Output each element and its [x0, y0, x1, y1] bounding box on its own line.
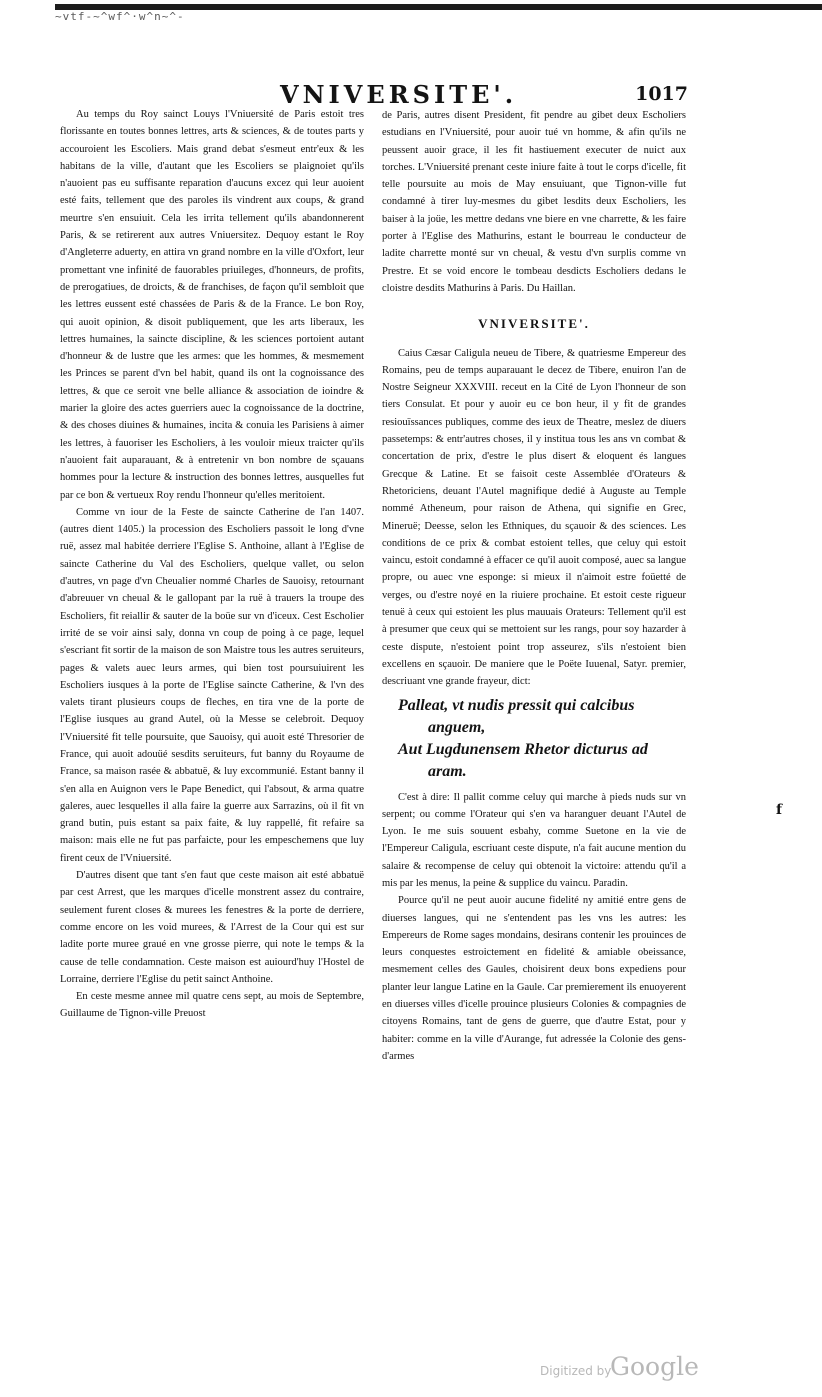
latin-verse [382, 695, 686, 783]
left-paragraph-4: En ceste mesme annee mil quatre cens sept, au mois de Septembre, Guillaume de Tignon-ville Preuost [60, 991, 364, 1020]
running-title: VNIVERSITE'. [280, 80, 518, 109]
section-heading: VNIVERSITE'. [478, 316, 590, 332]
right-paragraph-2: C'est à dire: Il pallit comme celuy qui marche à pieds nuds sur vn serpent; ou comme l'Orateur qui s'en va haranguer deuant l'Autel de Lyon. Ie me suis souuent esbahy, comme Suetone en la vie de l'Empereur Caligula, escriuant ceste dispute, n'a fait aucune mention du salaire & recompense de celuy qui obtenoit la victoire: attendu qu'il a mis par les menus, la peine & supplice du vaincu. Paradin. [382, 791, 686, 889]
left-paragraph-2: Comme vn iour de la Feste de saincte Catherine de l'an 1407. (autres dient 1405.) la procession des Escholiers passoit le long d'vne ruë, assez mal habitée derriere l'Eglise S. Anthoine, allant à l'Eglise de saincte Catherine du Val des Escholiers, quelque vallet, ou selon d'autres, vn page d'vn Cheualier nommé Charles de Sauoisy, retournant d'abreuuer vn cheual & le gallopant par la ruë à trauers la troupe des Escholiers, fit reiallir & sauter de la boüe sur vn d'iceux. Cest Escholier irrité de se voir ainsi saly, donna vn coup de poing à ce page, lequel s'escriant fit sortir de la maison de son Maistre tous les autres seruiteurs, pages & valets auec leurs armes, qui bien tost poursuiuirent les Escholiers iusques à la porte de l'Eglise saincte Catherine, & l'vn des valets tirant plusieurs coups de fleches, en tira vne de la porte de l'Eglise iusques au grand Autel, où la Messe se celebroit. Dequoy l'Vniuersité fit telle poursuite, que Sauoisy, qui auoit esté Thresorier de France, qui auoit adouüé sesdits seruiteurs, fut banny du Royaume de France, sa maison rasée & abbatuë, & luy excommunié. Estant banny il s'en alla en Auignon vers le Pape Benedict, qui l'absout, & arma quatre galeres, auec lesquelles il alla faire la guerre aux Sarrazins, où il fit vn grand butin, puis estant sa paix faite, & luy rappellé, fit refaire sa maison: mais elle ne fut pas parfaicte, pour les empeschemens que luy firent ceux de l'Vniuersité. [60, 506, 364, 864]
digitized-prefix: Digitized by [540, 1364, 612, 1378]
top-rule [55, 0, 822, 26]
left-column [60, 106, 364, 1023]
right-paragraph-3: Pource qu'il ne peut auoir aucune fidelité ny amitié entre gens de diuerses langues, qui ne s'entendent pas les vns les autres: les Empereurs de Rome sages mondains, desirans contenir les prouinces de leurs conquestes estroictement en fidelité & amiable obeissance, mesmement celles des Gaules, choisirent deux bons expediens pour planter leur langue Latine en la Gaule. Car premierement ils enuoyerent en diuerses villes d'icelle prouince plusieurs Colonies & compagnies de citoyens Romains, tant de gens de guerre, que d'autre Estat, pour y habiter: comme en la ville d'Aurange, fut adressée la Colonie des gens-d'armes [382, 895, 686, 1062]
google-logo: Google [610, 1352, 699, 1381]
left-paragraph-1: Au temps du Roy sainct Louys l'Vniuersité de Paris estoit tres florissante en toutes bonnes lettres, arts & sciences, & de toutes parts y accouroient les Escoliers. Mais grand debat s'esmeut entr'eux & les habitans de la ville, d'autant que les Escoliers se plaignoiet qu'ils n'auoient pas eu suffisante reparation d'aucuns excez qui leur auoient esté faits, tellement que des paroles ils vindrent aux coups, & grand meurtre s'en ensuiuit. Cela les irrita tellement qu'ils abandonnerent Paris, & se retirerent aux autres Vniuersitez. Dequoy estant le Roy d'Angleterre aduerty, en attira vn grand nombre en la ville d'Oxfort, leur promettant vne infinité de fauorables priuileges, d'honneurs, de profits, de prerogatiues, de droicts, & de franchises, de façon qu'il sembloit que les lettres eussent esté chassées de Paris & de la France. Le bon Roy, qui auoit opinion, & disoit publiquement, que les arts liberaux, les lettres humaines, la saincte discipline, & les sciences portoient autant d'honneur & de lustre que les armes: que les hommes, & mesmement les Princes se parent d'vn bel habit, quand ils ont la cognoissance des lettres, & que ce seroit vne belle alliance & association de ioindre & marier la gloire des actes guerriers auec la cognoissance de la doctrine, & des choses diuines & humaines, incita & conuia les Parisiens à aimer les lettres, à fauoriser les Escholiers, à les vouloir mieux traicter qu'ils n'auoient fait auparauant, & à entretenir vn bon nombre de sçauans hommes pour la lecture & instruction des bonnes lettres, ausquelles fut par ce bon & vertueux Roy rendu l'honneur qu'elles meritoient. [60, 109, 364, 501]
verse-line-4: aram. [428, 762, 467, 780]
verse-line-2: anguem, [428, 718, 486, 736]
margin-mark: f [776, 802, 783, 818]
verse-line-3: Aut Lugdunensem Rhetor dicturus ad [398, 740, 648, 758]
left-paragraph-3: D'autres disent que tant s'en faut que ceste maison ait esté abbatuë par cest Arrest, que les marques d'icelle monstrent assez du contraire, seulement furent closes & murees les fenestres & la porte de derriere, comme encore on les void murees, & l'Arrest de la Cour qui est sur ladite porte muree graué en vne grosse pierre, qui note le temps & la cause de telle condamnation. Ceste maison est auiourd'huy l'Hostel de Lorraine, derriere l'Eglise du petit sainct Anthoine. [60, 870, 364, 985]
right-paragraph-1: Caius Cæsar Caligula neueu de Tibere, & quatriesme Empereur des Romains, peu de temps auparauant le decez de Tibere, enuiron l'an de Nostre Seigneur XXXVIII. receut en la Cité de Lyon l'honneur de son tiers Consulat. Et pour y auoir eu ce bon heur, il y fit de grandes resiouïssances publiques, comme des ieux de Theatre, meslez de diuers passetemps: & entr'autres choses, il y institua tous les ans vn combat & concertation de prix, d'estre le plus disert & eloquent és langues Grecque & Latine. Et se faisoit ceste Assemblée d'Orateurs & Rhetoriciens, deuant l'Autel magnifique dedié à Auguste au Temple nommé Atheneum, pour raison de Athena, qui signifie en Grec, Mineruë; Deesse, selon les Ethniques, du sçauoir & des sciences. Les conditions de ce prix & combat estoient telles, que celuy qui estoit vaincu, estoit condamné à effacer ce qu'il auoit composé, auec sa langue propre, ou auec vne esponge: si mieux il n'aimoit estre foüetté de verges, ou d'estre noyé en la riuiere prochaine. Et estoit ceste rigueur tenuë à ceux qui estoient les plus mauuais Orateurs: Tellement qu'il est à presumer que ceux qui se mettoient sur les rangs, pour soy hazarder à ceste dispute, n'estoient point trop asseurez, s'ils n'estoient bien excellens en sçauoir. De maniere que le Poëte Iuuenal, Satyr. premier, descriuant vne grande frayeur, dict: [382, 347, 686, 688]
right-continuation: de Paris, autres disent President, fit pendre au gibet deux Escholiers estudians en l'Vniuersité, pour auoir tué vn homme, & afin qu'ils ne peussent auoir grace, il les fit hastiuement executer de nuict aux torches. L'Vniuersité prenant ceste iniure faite à tout le corps d'icelle, fit telle poursuite au mois de May ensuiuant, que Tignon-ville fut condamné à tirer luy-mesmes du gibet lesdits deux Escholiers, les baiser à la joüe, les mettre dedans vne biere en vne charrette, & les faire porter à l'Eglise des Mathurins, estant le bourreau le conducteur de ladite charrette monté sur vn cheual, & vestu d'vn surplis comme vn Prestre. Et se void encore le tombeau desdicts Escholiers dedans le cloistre desdits Mathurins à Paris. Du Haillan. [382, 110, 686, 294]
verse-line-1: Palleat, vt nudis pressit qui calcibus [398, 696, 635, 714]
digitized-watermark [540, 1352, 720, 1386]
page-number: 1017 [635, 83, 688, 105]
right-column [382, 107, 686, 1065]
top-rule-text: ~vtf-~^wf^·w^n~^- [55, 10, 185, 23]
